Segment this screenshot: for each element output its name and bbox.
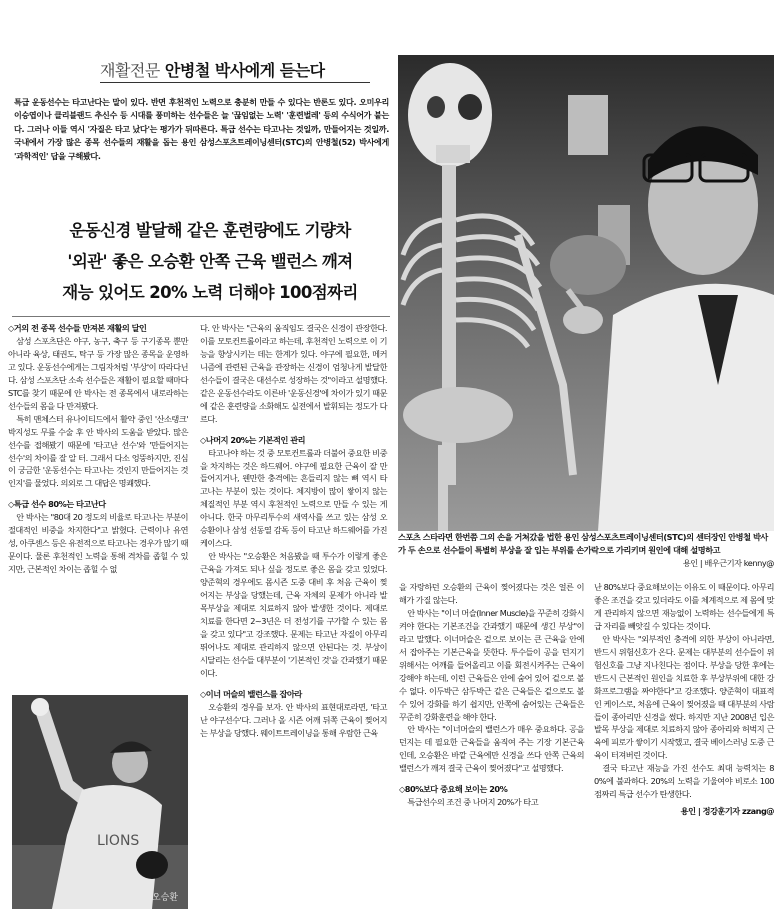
headlines <box>40 215 380 308</box>
lead-paragraph: 특급 운동선수는 타고난다는 말이 있다. 반면 후천적인 노력으로 충분히 만들 수 있다는 반론도 있다. 오미우리 이승엽이나 클리블랜드 추신수 등 시대를 풍미하는 선수들은 늘 '끊임없는 노력' '훈련벌레' 등의 수식어가 붙는다. 그러나 이들 역시 '자질은 타고 났다'는 평가가 뒤따른다. 특급 선수는 타고나는 것일까, 만들어지는 것일까. 국내에서 가장 많은 종목 선수들의 재활을 돕는 용인 삼성스포츠트레이닝센터(STC)의 안병철(52) 박사에게 '과학적인' 답을 구해봤다. <box>14 97 389 161</box>
paragraph: 안 박사는 "오승환은 처음봤을 때 투수가 이렇게 좋은 근육을 가져도 되나 싶을 정도로 좋은 몸을 갖고 있었다. 양준혁의 경우에도 몸시즌 도중 대비 후 처음 근육이 찢어지는 부상을 당했는데, 근육 자체의 문제가 아니라 발목부상을 제대로 치료하지 않아 발생한 것이다. 제대로 치료를 한다면 2~3년은 더 전성기를 구가할 수 있는 몸을 갖고 있다"고 강조했다. 문제는 타고난 자질이 아무리 뛰어나도 제대로 관리하지 않으면 안된다는 것. 부상이 시달리는 선수들 대부분이 '기본적인 것'을 간과했기 때문이다. <box>200 551 387 678</box>
paragraph: 을 자랑하던 오승환의 근육이 찢어졌다는 것은 얼른 이해가 가질 않는다. <box>399 582 584 605</box>
paragraph: 오승환의 경우를 보자. 안 박사의 표현대로라면, '타고난 야구선수'다. 그러나 올 시즌 어깨 뒤쪽 근육이 찢어지는 부상을 당했다. 웨이트트레이닝을 통해 우람한 근육 <box>200 701 387 738</box>
paragraph: 결국 타고난 재능을 가진 선수도 최대 능력치는 80%에 불과하다. 20%의 노력을 기울여야 비로소 100점짜리 특급 선수가 탄생한다. <box>594 763 774 800</box>
subheading: ◇특급 선수 80%는 타고난다 <box>8 499 106 510</box>
paragraph: 난 80%보다 중요해보이는 이유도 이 때문이다. 아무리 좋은 조건을 갖고 있더라도 이를 체계적으로 제 몸에 맞게 관리하지 않으면 재능없이 노력하는 선수들에게 특급 자리를 빼앗길 수 있다는 것이다. <box>594 582 774 631</box>
main-photo <box>398 55 774 531</box>
paragraph: 다. 안 박사는 "근육의 움직임도 결국은 신경이 관장한다. 이를 모토컨트롤이라고 하는데, 후천적인 노력으로 이 기능을 향상시키는 데는 한계가 있다. 야구에 필요한, 메커니즘에 관련된 근육을 관장하는 신경이 엄청나게 발달한 선수들이 결국은 대선수로 성장하는 것"이라고 설명했다. 같은 운동선수라도 이른바 '운동신경'에 차이가 있기 때문에 같은 훈련량을 소화해도 실전에서 발휘되는 정도가 다르다. <box>200 323 387 424</box>
section-title <box>100 58 370 83</box>
subheading: ◇이너 머슬의 밸런스를 잡아라 <box>200 688 302 699</box>
paragraph: 특급선수의 조건 중 나머지 20%가 타고 <box>407 797 539 808</box>
paragraph: 안 박사는 "80대 20 정도의 비율로 타고나는 부분이 절대적인 비중을 차지한다"고 밝혔다. 근력이나 유연성, 아쿠센스 등은 유전적으로 타고나는 경우가 많기 때문이다. 물론 후천적인 노력을 통해 격차를 좁힐 수 있지만, 근본적인 차이는 좁힐 수 없 <box>8 512 188 575</box>
headline-3: 재능 있어도 20% 노력 더해야 100점짜리 <box>62 283 358 302</box>
headline-1: 운동신경 발달해 같은 훈련량에도 기량차 <box>69 221 351 240</box>
skeleton-and-doctor-photo <box>398 55 774 531</box>
subheading: ◇거의 전 종목 선수들 만져본 재활의 달인 <box>8 323 147 333</box>
photo-caption <box>398 531 774 570</box>
subheading: ◇80%보다 중요해 보이는 20% <box>399 784 508 795</box>
byline: 용인 | 정강훈기자 zzang@ <box>680 806 774 817</box>
paragraph: 안 박사는 "이너 머슬(Inner Muscle)을 꾸준히 강화시켜야 한다는 기본조건을 간과했기 때문에 생긴 부상"이라고 말했다. 이너머슬은 겉으로 보이는 큰 근육을 안에서 잡아주는 기본근육을 뜻한다. 투수들이 공을 던지기 위해서는 어깨를 들어올리고 이를 회전시켜주는 근육이 강해야 하는데, 이런 근육들은 안에 숨어 있어 겉으로 볼 수 없다. 이두박근 삼두박근 같은 근육들은 겉으로도 볼 수 있어 강화를 하기 쉽지만, 안쪽에 숨어있는 근육들은 꾸준히 강화훈련을 해야 한다. <box>399 607 584 722</box>
column-4 <box>594 581 774 818</box>
pitcher-photo <box>12 695 188 909</box>
column-1 <box>8 322 188 576</box>
caption-credit: 용인 | 배우근기자 kenny@ <box>682 558 774 568</box>
paragraph: 안 박사는 "외부적인 충격에 의한 부상이 아니라면, 반드시 위험신호가 온다. 문제는 대부분의 선수들이 위험신호를 그냥 지나친다는 점이다. 부상을 당한 후에는 반드시 근본적인 원인을 치료한 후 부상부위에 대한 강화프로그램을 짜야한다"고 강조했다. 양준혁이 대표적인 케이스로, 처음에 근육이 찢어졌을 때 대부분의 사람들이 종아리만 신경을 썼다. 하지만 지난 2008년 입은 발목 부상을 제대로 치료하지 않아 종아리와 허벅지 근육에 피로가 쌓이기 시작했고, 결국 베이스러닝 도중 근육이 터져버린 것이다. <box>594 633 774 761</box>
pitcher-image <box>12 695 188 909</box>
section-prefix: 재활전문 <box>100 61 160 80</box>
divider <box>12 316 390 317</box>
headline-2: '외관' 좋은 오승환 안쪽 근육 밸런스 깨져 <box>67 252 353 271</box>
paragraph: 특히 맨체스터 유나이티드에서 활약 중인 '산소탱크' 박지성도 무릎 수술 후 안 박사의 도움을 받았다. 많은 선수를 접해봤기 때문에 '타고난 선수'와 '만들어지는 선수'의 차이를 잘 알 터. 그래서 다소 엉뚱하지만, 진심이 궁금한 '운동선수는 타고나는 것인지 만들어지는 것인지'를 물었다. 의외로 그 대답은 명쾌했다. <box>8 413 188 489</box>
photo-label: 오승환 <box>151 893 178 903</box>
paragraph: 안 박사는 "이너머슬의 밸런스가 매우 중요하다. 공을 던지는 데 필요한 근육들을 움직여 주는 기장 기본근육인데, 오승환은 바깥 근육에만 신경을 쓰다 안쪽 근육의 밸런스가 깨져 결국 근육이 찢어졌다"고 설명했다. <box>399 724 584 774</box>
subheading: ◇나머지 20%는 기본적인 관리 <box>200 434 306 445</box>
paragraph: 삼성 스포츠단은 야구, 농구, 축구 등 구기종목 뿐만 아니라 육상, 태권도, 탁구 등 가장 많은 종목을 운영하고 있다. 운동선수에게는 그림자처럼 '부상'이 따라다닌다. 삼성 스포츠단 소속 선수들은 재활이 필요할 때마다 STC를 찾기 때문에 안 박사는 전 종목에서 내로라하는 선수들의 몸을 다 만져봤다. <box>8 335 188 411</box>
column-3 <box>399 581 584 809</box>
caption-text: 스포츠 스타라면 한번쯤 그의 손을 거쳐갔을 법한 용인 삼성스포츠트레이닝센터(STC)의 센터장인 안병철 박사가 두 손으로 선수들이 특별히 부상을 잘 입는 부위를 손가락으로 가리키며 원인에 대해 설명하고 <box>398 532 768 555</box>
paragraph: 타고나야 하는 것 중 모토컨트롤과 더불어 중요한 비중을 차지하는 것은 하드웨어. 야구에 필요한 근육이 잘 만들어지거나, 웬만한 충격에는 흔들리지 않는 뼈 역시 타고나는 부분이 있는 것이다. 체지방이 많이 쌓이지 않는 체질적인 부분 역시 후천적인 노력으로 만들 수 있는 게 아니다. 한국 마무리투수의 새역사를 쓰고 있는 삼성 오승환이나 삼성 선동열 감독 등이 타고난 하드웨어를 가진 케이스다. <box>200 447 387 549</box>
svg-text:LIONS: LIONS <box>97 833 140 849</box>
column-2 <box>200 322 387 740</box>
section-title-text: 안병철 박사에게 듣는다 <box>164 61 325 80</box>
